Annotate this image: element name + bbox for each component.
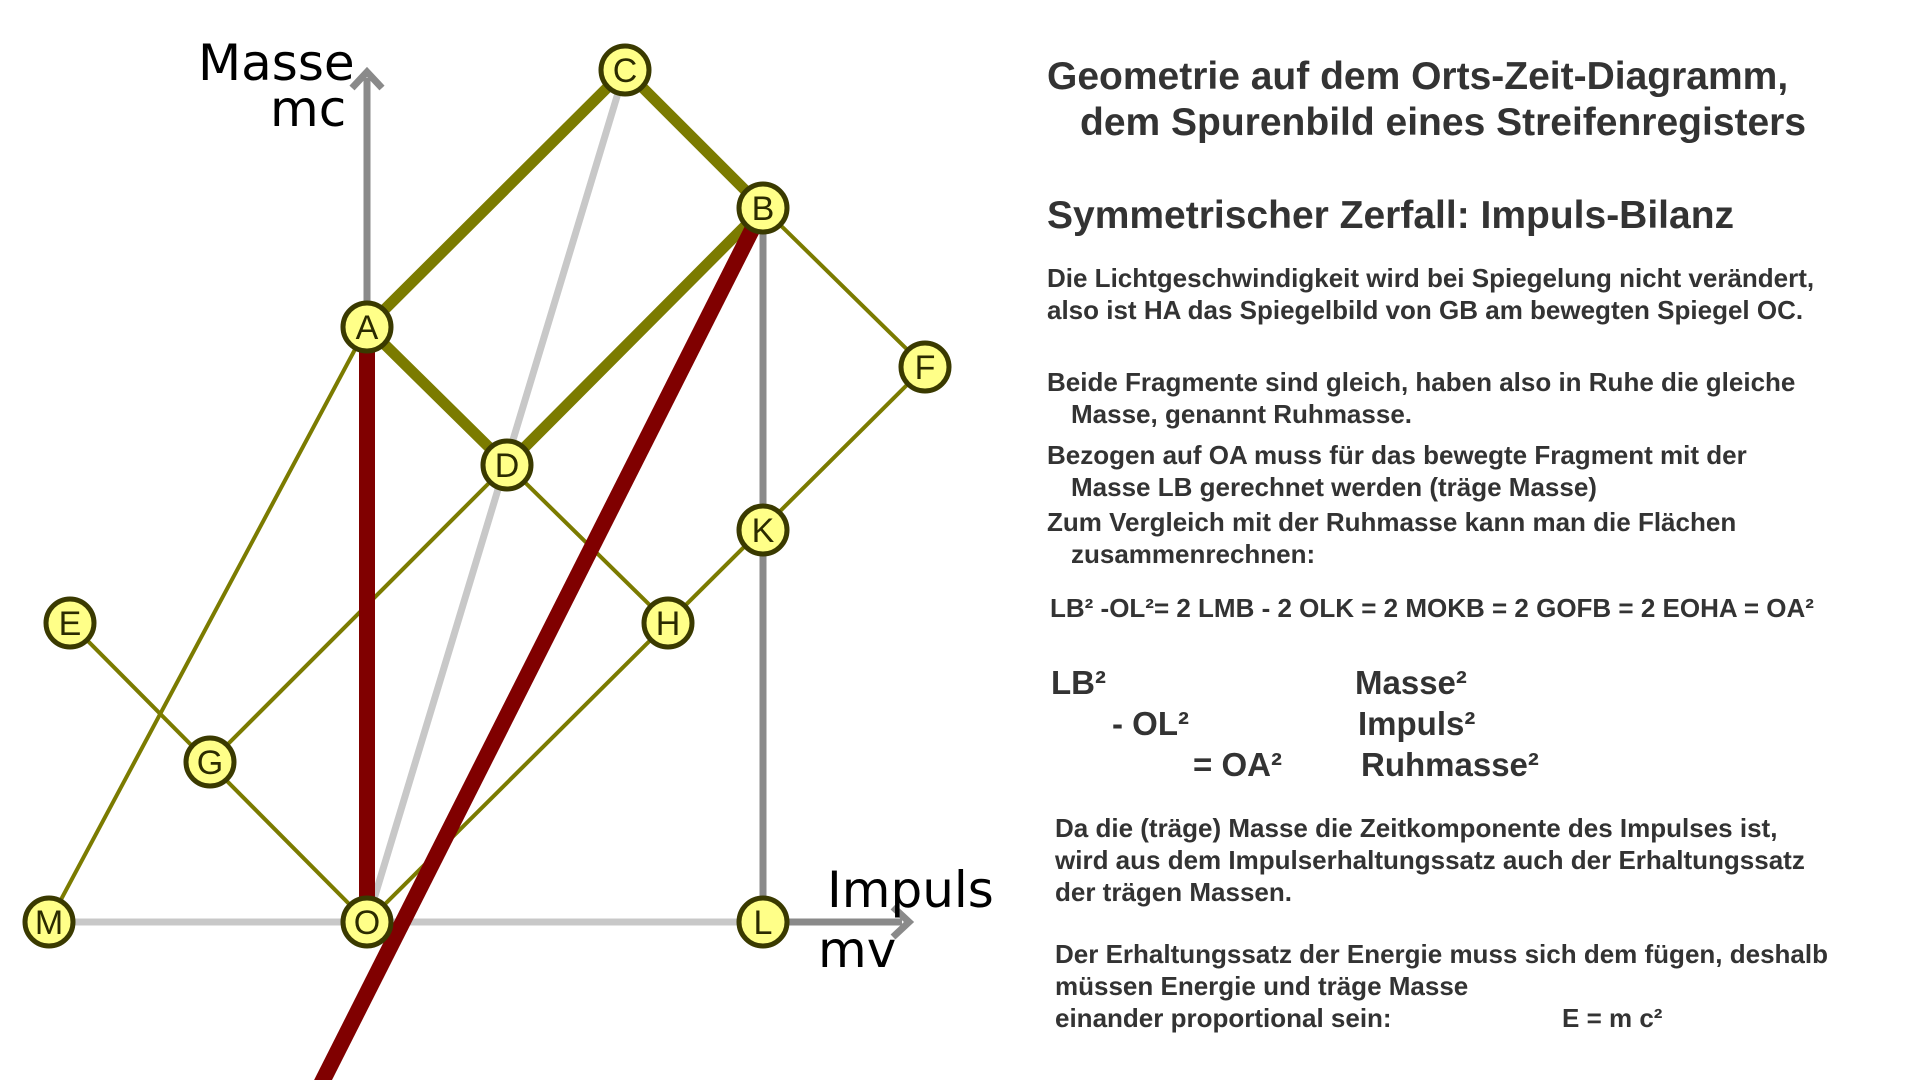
point-label: O — [353, 904, 381, 942]
table-row-1-right: Masse² — [1355, 664, 1467, 701]
paragraph-6-line-1: Der Erhaltungssatz der Energie muss sich dem fügen, deshalb — [1055, 939, 1828, 969]
energy-formula: E = m c² — [1562, 1003, 1663, 1033]
point-label: H — [655, 605, 681, 643]
area-equation: LB² -OL²= 2 LMB - 2 OLK = 2 MOKB = 2 GOFB = 2 EOHA = OA² — [1050, 593, 1814, 623]
point-M — [25, 898, 73, 946]
paragraph-6-line-2: müssen Energie und träge Masse — [1055, 971, 1469, 1001]
point-D — [483, 441, 531, 489]
paragraph-6-line-3: einander proportional sein: — [1055, 1003, 1392, 1033]
point-label: B — [751, 190, 775, 228]
paragraph-2-line-1: Beide Fragmente sind gleich, haben also in Ruhe die gleiche — [1047, 367, 1796, 397]
table-row-2-right: Impuls² — [1358, 705, 1476, 742]
title-line-1: Geometrie auf dem Orts-Zeit-Diagramm, — [1047, 55, 1789, 98]
paragraph-5-line-1: Da die (träge) Masse die Zeitkomponente des Impulses ist, — [1055, 813, 1778, 843]
paragraph-5-line-3: der trägen Massen. — [1055, 877, 1292, 907]
paragraph-5-line-2: wird aus dem Impulserhaltungssatz auch der Erhaltungssatz — [1055, 845, 1805, 875]
point-label: C — [612, 52, 638, 90]
point-label: G — [196, 744, 224, 782]
point-label: K — [751, 512, 775, 550]
lightcone-lines — [49, 208, 925, 922]
point-label: A — [355, 309, 379, 347]
point-H — [644, 599, 692, 647]
point-K — [739, 506, 787, 554]
paragraph-2-line-2: Masse, genannt Ruhmasse. — [1071, 399, 1412, 429]
mass-axis-label: Masse — [198, 34, 355, 92]
table-row-3-left: = OA² — [1193, 746, 1282, 783]
mass-axis-unit: mc — [270, 80, 347, 138]
point-F — [901, 343, 949, 391]
point-L — [739, 898, 787, 946]
point-label: M — [34, 904, 64, 942]
subtitle: Symmetrischer Zerfall: Impuls-Bilanz — [1047, 194, 1735, 237]
paragraph-4-line-2: zusammenrechnen: — [1071, 539, 1316, 569]
point-O — [343, 898, 391, 946]
paragraph-1-line-1: Die Lichtgeschwindigkeit wird bei Spiegelung nicht verändert, — [1047, 263, 1815, 293]
line-M-A — [49, 327, 367, 922]
point-E — [46, 599, 94, 647]
table-row-2-left: - OL² — [1112, 705, 1189, 742]
point-markers — [25, 46, 949, 946]
point-A — [343, 303, 391, 351]
explanation-panel — [1047, 0, 1920, 1080]
title-line-2: dem Spurenbild eines Streifenregisters — [1080, 101, 1807, 144]
paragraph-4-line-1: Zum Vergleich mit der Ruhmasse kann man die Flächen — [1047, 507, 1737, 537]
line-C-B — [625, 70, 763, 208]
paragraph-3-line-2: Masse LB gerechnet werden (träge Masse) — [1071, 472, 1597, 502]
point-B — [739, 184, 787, 232]
point-label: L — [753, 904, 773, 942]
paragraph-1-line-2: also ist HA das Spiegelbild von GB am bewegten Spiegel OC. — [1047, 295, 1804, 325]
momentum-axis-label: Impuls — [827, 861, 994, 919]
point-label: F — [914, 349, 936, 387]
table-row-3-right: Ruhmasse² — [1361, 746, 1539, 783]
table-row-1-left: LB² — [1051, 664, 1106, 701]
paragraph-3-line-1: Bezogen auf OA muss für das bewegte Fragment mit der — [1047, 440, 1747, 470]
line-A-D — [367, 327, 507, 465]
point-label: D — [494, 447, 520, 485]
point-G — [186, 738, 234, 786]
line-B-F — [763, 208, 925, 367]
point-C — [601, 46, 649, 94]
point-label: E — [58, 605, 82, 643]
momentum-axis-unit: mv — [818, 921, 897, 979]
